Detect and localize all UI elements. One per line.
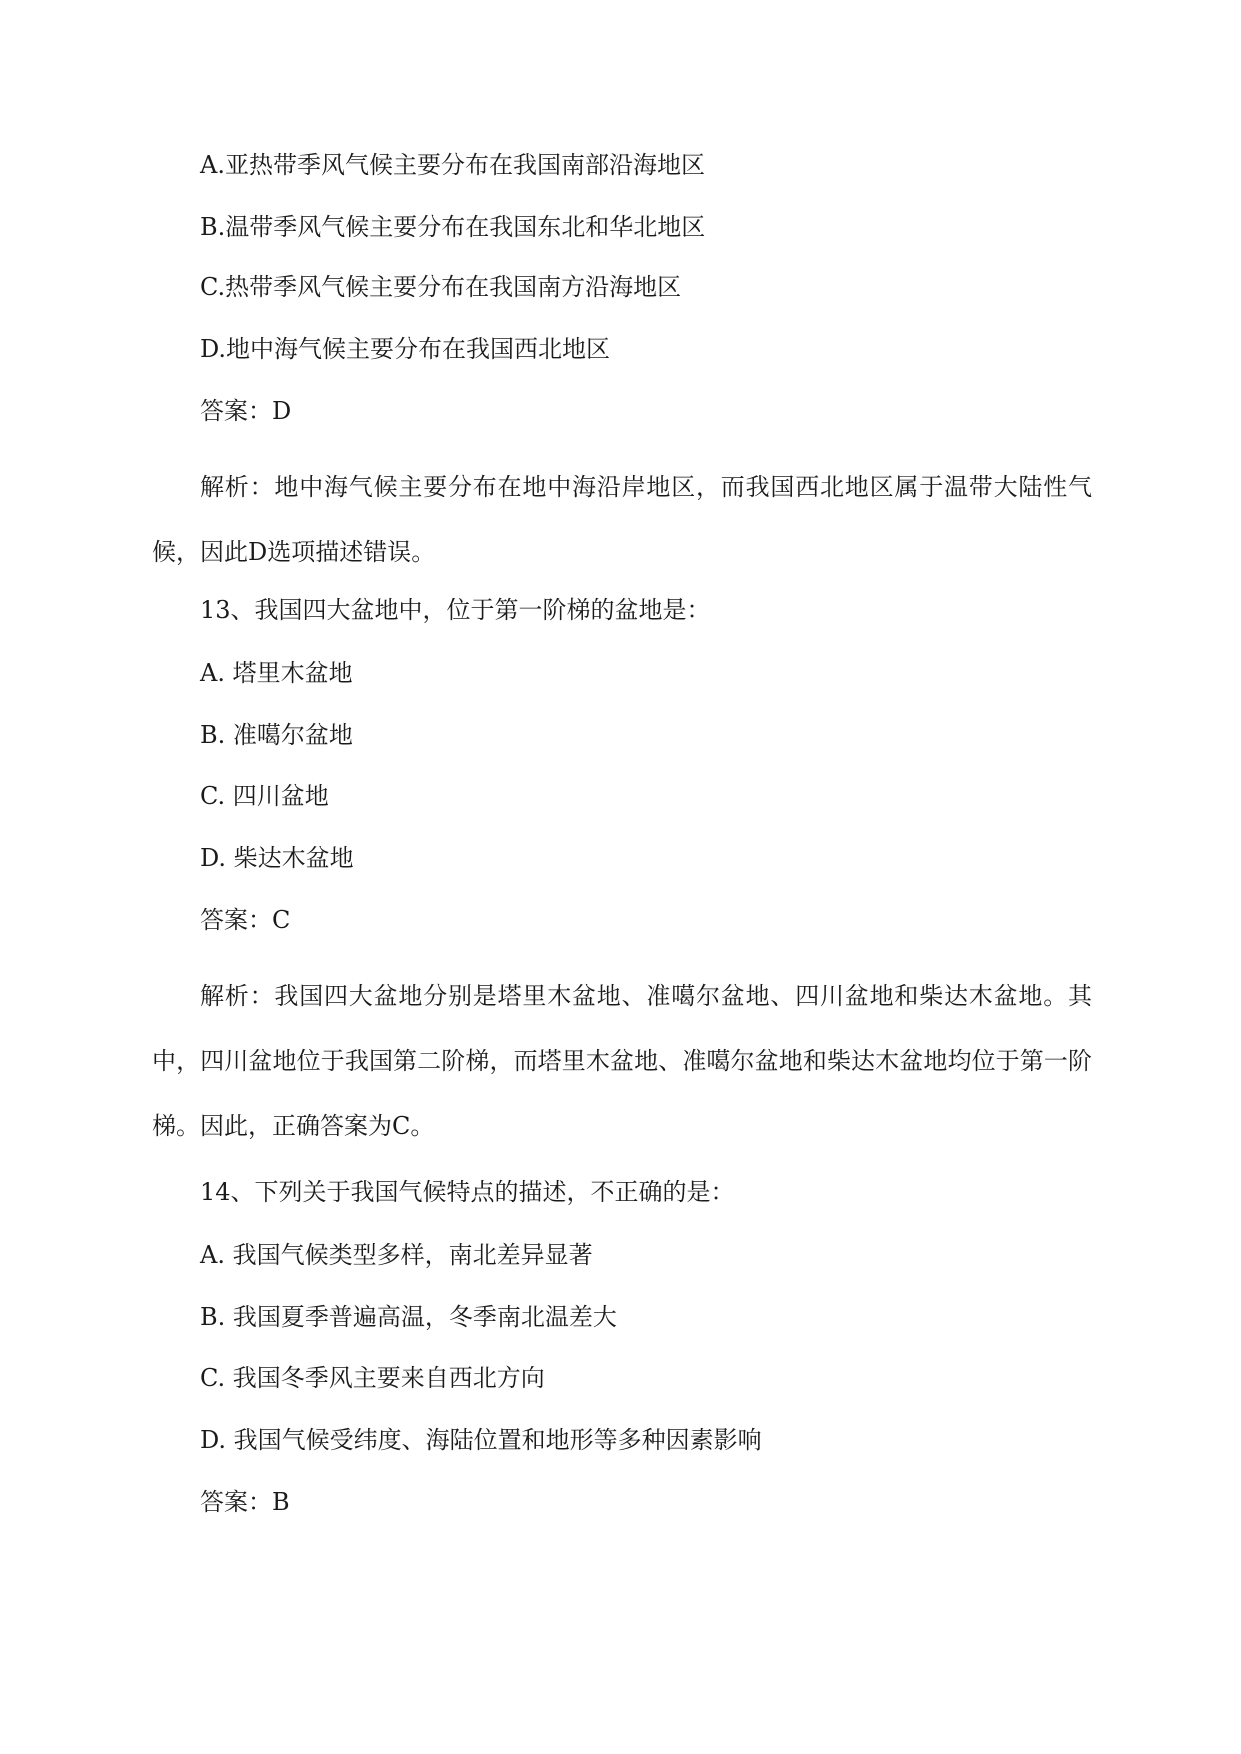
q13-option-c: C. 四川盆地 — [200, 782, 329, 810]
q12-option-d: D.地中海气候主要分布在我国西北地区 — [200, 335, 611, 363]
q13-option-d: D. 柴达木盆地 — [200, 844, 354, 872]
q13-option-a: A. 塔里木盆地 — [200, 659, 353, 687]
q14-option-c: C. 我国冬季风主要来自西北方向 — [200, 1364, 545, 1392]
q14-option-b: B. 我国夏季普遍高温，冬季南北温差大 — [200, 1303, 617, 1331]
q12-analysis: 解析：地中海气候主要分布在地中海沿岸地区，而我国西北地区属于温带大陆性气候，因此D选项描述错误。 — [152, 473, 1092, 566]
q14-question: 14、下列关于我国气候特点的描述，不正确的是： — [200, 1178, 735, 1206]
q13-option-b: B. 准噶尔盆地 — [200, 721, 353, 749]
q12-option-b: B.温带季风气候主要分布在我国东北和华北地区 — [200, 213, 706, 241]
q12-option-c: C.热带季风气候主要分布在我国南方沿海地区 — [200, 273, 682, 301]
q14-option-d: D. 我国气候受纬度、海陆位置和地形等多种因素影响 — [200, 1426, 762, 1454]
q12-answer: 答案：D — [200, 397, 292, 425]
q13-analysis: 解析：我国四大盆地分别是塔里木盆地、准噶尔盆地、四川盆地和柴达木盆地。其中，四川盆地位于我国第二阶梯，而塔里木盆地、准噶尔盆地和柴达木盆地均位于第一阶梯。因此，正确答案为C。 — [152, 982, 1092, 1140]
q12-option-a: A.亚热带季风气候主要分布在我国南部沿海地区 — [200, 151, 705, 179]
q14-answer: 答案：B — [200, 1488, 290, 1516]
q13-question: 13、我国四大盆地中，位于第一阶梯的盆地是： — [200, 596, 711, 624]
q14-option-a: A. 我国气候类型多样，南北差异显著 — [200, 1241, 593, 1269]
q13-answer: 答案：C — [200, 906, 291, 934]
